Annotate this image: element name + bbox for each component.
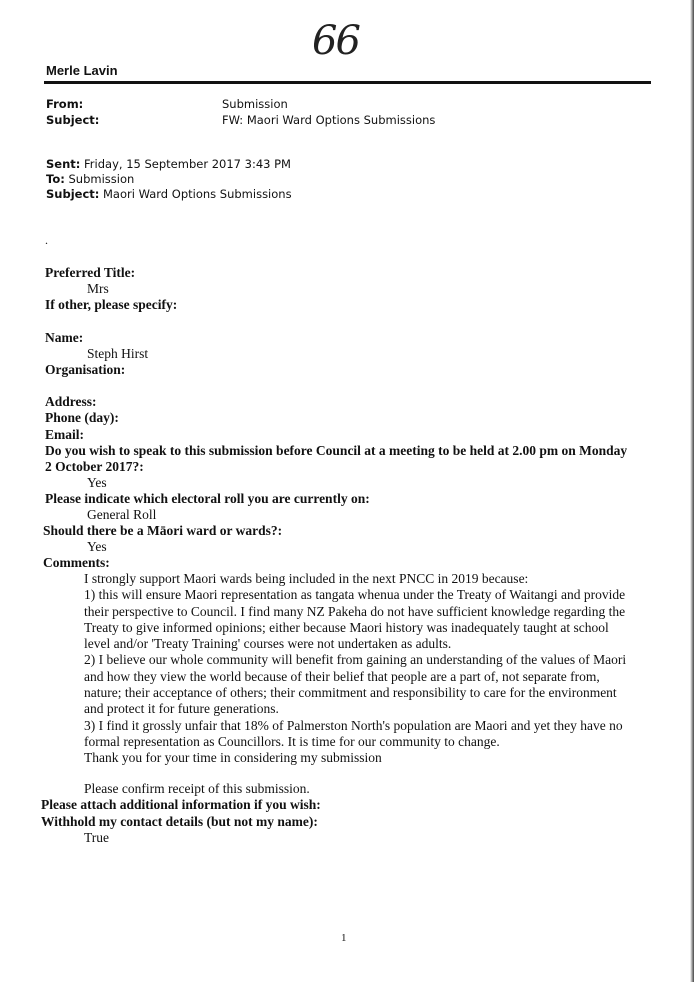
- phone-label: Phone (day):: [45, 410, 119, 425]
- comment-line: 1) this will ensure Maori representation as tangata whenua under the Treaty of Waitangi and provide: [84, 587, 626, 603]
- scan-edge: [690, 0, 694, 982]
- inner-subject-label: Subject:: [46, 187, 100, 201]
- name-value: Steph Hirst: [87, 346, 149, 361]
- comment-line: and protect it for future generations.: [84, 701, 279, 717]
- to-value: Submission: [64, 172, 135, 186]
- comment-line: nature; their acceptance of others; their commitment and responsibility to care for the environment: [84, 685, 617, 701]
- address-label: Address:: [45, 394, 97, 409]
- name-label: Name:: [45, 330, 84, 345]
- comment-line: 2) I believe our whole community will benefit from gaining an understanding of the values of Maori: [84, 652, 627, 668]
- comment-line: 3) I find it grossly unfair that 18% of Palmerston North's population are Maori and yet they have no: [84, 717, 623, 733]
- from-label: From:: [46, 97, 84, 111]
- comments-label: Comments:: [43, 555, 110, 570]
- comment-line: Thank you for your time in considering my submission: [84, 750, 382, 766]
- ward-value: Yes: [87, 539, 107, 554]
- comment-line: their perspective to Council. I find many NZ Pakeha do not have sufficient knowledge regarding the: [84, 603, 626, 619]
- header-rule: [44, 81, 651, 84]
- speak-question-line1: Do you wish to speak to this submission before Council at a meeting to be held at 2.00 pm on Monday: [45, 443, 628, 458]
- comment-line: Treaty to give informed opinions; either because Maori history was inadequately taught at school: [84, 619, 609, 635]
- subject-value: FW: Maori Ward Options Submissions: [222, 113, 436, 127]
- from-value: Submission: [222, 97, 288, 111]
- handwritten-page-mark: 66: [312, 18, 359, 64]
- ward-label: Should there be a Māori ward or wards?:: [43, 523, 283, 538]
- inner-subject-value: Maori Ward Options Submissions: [99, 187, 292, 201]
- speak-question-line2: 2 October 2017?:: [45, 459, 144, 474]
- comment-line: level and/or 'Treaty Training' courses were not undertaken as adults.: [84, 636, 452, 652]
- email-label: Email:: [45, 427, 84, 442]
- stray-dot: .: [45, 233, 48, 247]
- sent-label: Sent:: [46, 157, 81, 171]
- sender-name: Merle Lavin: [46, 63, 118, 78]
- comment-line: formal representation as Councillors. It is time for our community to change.: [84, 733, 500, 749]
- comment-line: I strongly support Maori wards being included in the next PNCC in 2019 because:: [84, 571, 529, 586]
- subject-label: Subject:: [46, 113, 100, 127]
- withhold-label: Withhold my contact details (but not my name):: [41, 814, 318, 829]
- withhold-value: True: [84, 830, 110, 845]
- sent-line: [46, 157, 291, 171]
- page-number: 1: [341, 932, 347, 944]
- to-label: To:: [46, 172, 65, 186]
- preferred-title-label: Preferred Title:: [45, 265, 136, 280]
- inner-subject-line: [46, 187, 292, 201]
- comments-body: [84, 571, 664, 767]
- preferred-title-value: Mrs: [87, 281, 109, 296]
- comment-line: and how they view the world because of their belief that people are a part of, not separate from,: [84, 668, 600, 684]
- attach-label: Please attach additional information if you wish:: [41, 797, 321, 812]
- confirm-text: Please confirm receipt of this submission.: [84, 781, 310, 796]
- roll-value: General Roll: [87, 507, 157, 522]
- speak-value: Yes: [87, 475, 107, 490]
- roll-label: Please indicate which electoral roll you are currently on:: [45, 491, 370, 506]
- if-other-label: If other, please specify:: [45, 297, 178, 312]
- organisation-label: Organisation:: [45, 362, 126, 377]
- to-line: [46, 172, 134, 186]
- sent-value: Friday, 15 September 2017 3:43 PM: [80, 157, 291, 171]
